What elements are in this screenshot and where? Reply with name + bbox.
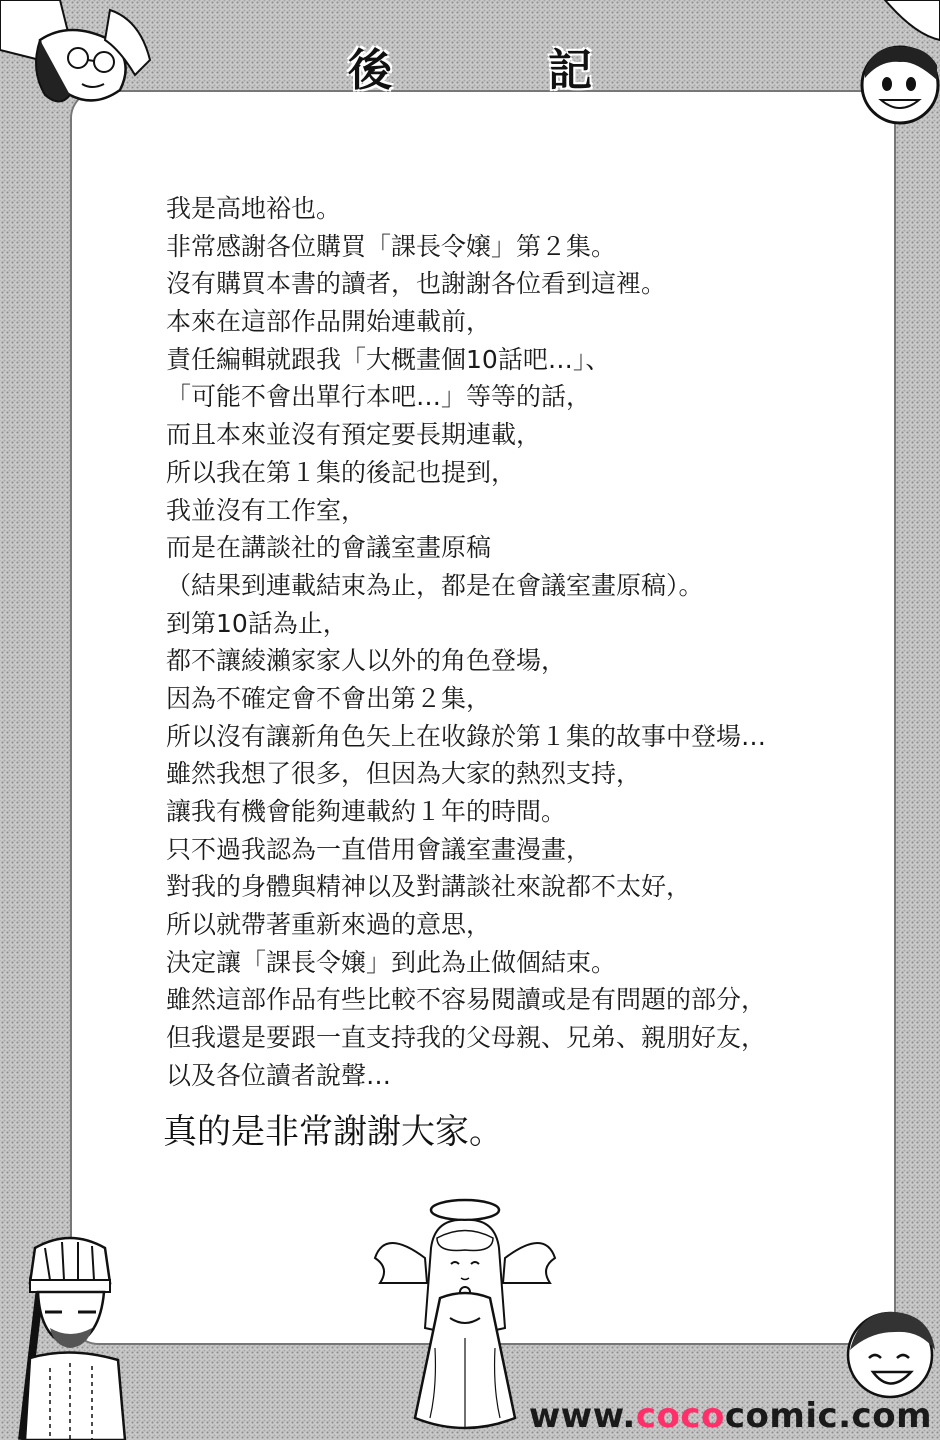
- afterword-line: 但我還是要跟一直支持我的父母親、兄弟、親朋好友，: [166, 1023, 767, 1053]
- afterword-line: 非常感謝各位購買「課長令嬢」第２集。: [166, 231, 617, 261]
- page-title: 後 記: [348, 45, 648, 96]
- afterword-line: 所以沒有讓新角色矢上在收錄於第１集的故事中登場…: [166, 721, 767, 751]
- afterword-line: 本來在這部作品開始連載前，: [166, 307, 492, 337]
- site-watermark[interactable]: [529, 1396, 932, 1436]
- afterword-line: 我並沒有工作室，: [166, 495, 367, 525]
- afterword-line: 因為不確定會不會出第２集，: [166, 683, 492, 713]
- afterword-line: 都不讓綾瀨家家人以外的角色登場，: [166, 646, 567, 676]
- closing-line: 真的是非常謝謝大家。: [163, 1112, 503, 1152]
- afterword-line: 而是在講談社的會議室畫原稿: [166, 533, 492, 563]
- afterword-body: [166, 190, 886, 1095]
- afterword-line: 所以就帶著重新來過的意思，: [166, 910, 492, 940]
- glasses-man-icon: [0, 0, 170, 110]
- afterword-line: 讓我有機會能夠連載約１年的時間。: [166, 797, 567, 826]
- watermark-accent: coco: [635, 1396, 725, 1436]
- laughing-girl-icon: [835, 1300, 940, 1410]
- crowned-king-icon: [0, 1228, 140, 1440]
- afterword-line: 決定讓「課長令嬢」到此為止做個結束。: [166, 947, 617, 977]
- afterword-line: 沒有購買本書的讀者，也謝謝各位看到這裡。: [166, 269, 667, 299]
- watermark-suffix: comic.com: [724, 1396, 932, 1436]
- afterword-line: 雖然這部作品有些比較不容易閱讀或是有問題的部分，: [166, 985, 767, 1015]
- afterword-line: 對我的身體與精神以及對講談社來說都不太好，: [166, 872, 692, 902]
- watermark-prefix: www.: [528, 1396, 636, 1436]
- grinning-face-icon: [845, 0, 940, 130]
- afterword-line: 雖然我想了很多，但因為大家的熱烈支持，: [166, 759, 642, 789]
- afterword-line: 以及各位讀者說聲…: [166, 1060, 392, 1090]
- afterword-line: 而且本來並沒有預定要長期連載，: [166, 420, 542, 450]
- afterword-line: 責任編輯就跟我「大概畫個10話吧…」、: [166, 344, 611, 374]
- afterword-line: 「可能不會出單行本吧…」等等的話，: [166, 382, 592, 412]
- afterword-line: 只不過我認為一直借用會議室畫漫畫，: [166, 834, 592, 864]
- afterword-line: （結果到連載結束為止，都是在會議室畫原稿）。: [166, 570, 704, 600]
- afterword-line: 到第10話為止，: [166, 608, 348, 638]
- afterword-line: 所以我在第１集的後記也提到，: [166, 457, 517, 487]
- afterword-line: 我是高地裕也。: [166, 194, 342, 223]
